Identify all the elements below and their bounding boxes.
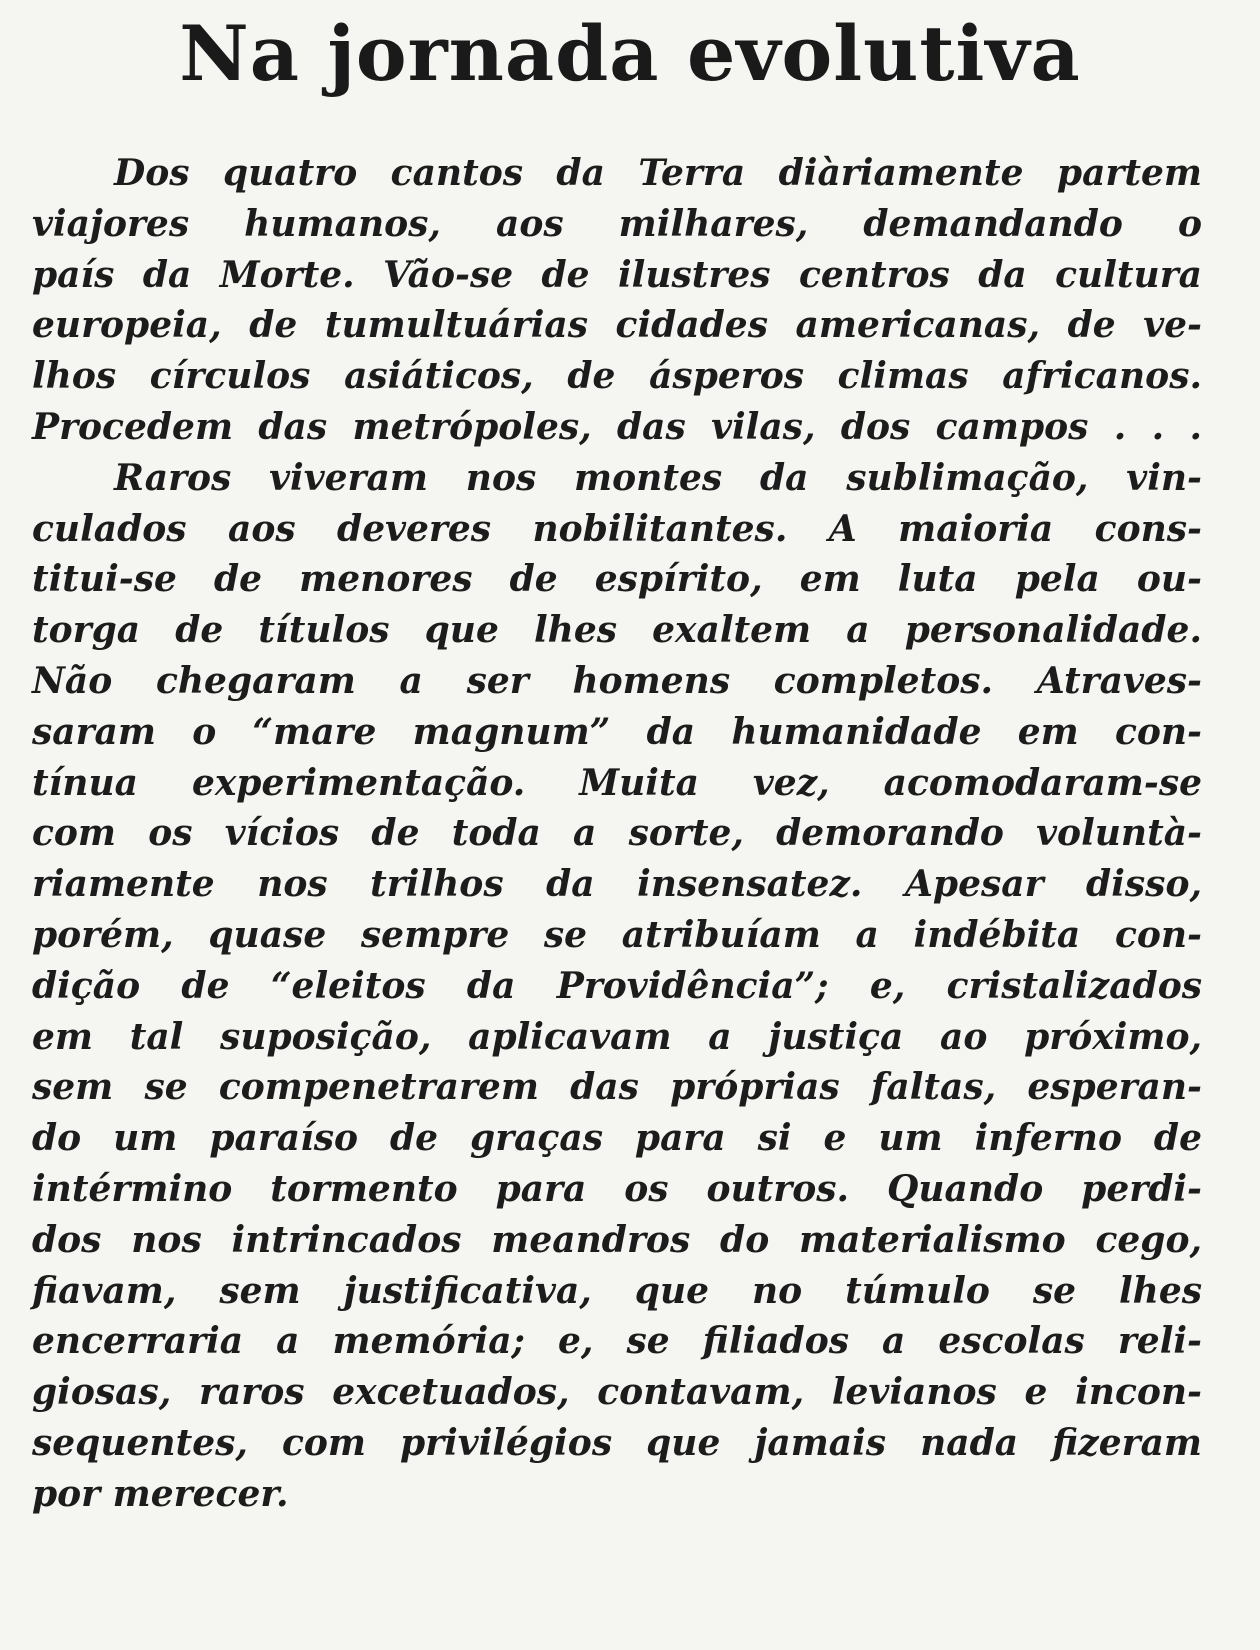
text-line: fiavam, sem justificativa, que no túmulo se lhes <box>32 1269 1202 1312</box>
text-line: torga de títulos que lhes exaltem a personalidade. <box>32 609 1202 652</box>
text-line: Raros viveram nos montes da sublimação, vin- <box>114 456 1202 499</box>
text-line: europeia, de tumultuárias cidades americanas, de ve- <box>32 304 1202 347</box>
text-line: culados aos deveres nobilitantes. A maioria cons- <box>32 507 1202 550</box>
paragraph-2 <box>32 453 1202 1520</box>
text-line: giosas, raros excetuados, contavam, levianos e incon- <box>32 1371 1202 1414</box>
text-line: viajores humanos, aos milhares, demandando o <box>32 202 1202 245</box>
text-line: Não chegaram a ser homens completos. Atraves- <box>32 659 1202 702</box>
text-line: com os vícios de toda a sorte, demorando voluntà- <box>32 812 1202 855</box>
text-line: lhos círculos asiáticos, de ásperos climas africanos. <box>32 355 1202 398</box>
text-line: Dos quatro cantos da Terra diàriamente partem <box>114 152 1202 194</box>
text-line: dos nos intrincados meandros do materialismo cego, <box>32 1218 1202 1261</box>
page-title: Na jornada evolutiva <box>179 9 1081 98</box>
text-line: Procedem das metrópoles, das vilas, dos campos . . . <box>32 405 1202 448</box>
text-line: riamente nos trilhos da insensatez. Apesar disso, <box>32 863 1202 906</box>
text-line: intérmino tormento para os outros. Quando perdi- <box>32 1167 1202 1210</box>
text-line: porém, quase sempre se atribuíam a indébita con- <box>32 913 1202 956</box>
text-line: sem se compenetrarem das próprias faltas, esperan- <box>32 1066 1202 1109</box>
text-line: encerraria a memória; e, se filiados a escolas reli- <box>32 1320 1202 1363</box>
text-line: saram o “mare magnum” da humanidade em con- <box>32 710 1202 753</box>
text-line: do um paraíso de graças para si e um inferno de <box>32 1117 1202 1160</box>
text-line: por merecer. <box>32 1472 289 1515</box>
text-line: titui-se de menores de espírito, em luta pela ou- <box>32 558 1202 601</box>
text-line: tínua experimentação. Muita vez, acomodaram-se <box>32 761 1202 804</box>
text-line: país da Morte. Vão-se de ilustres centros da cultura <box>32 253 1202 296</box>
article-body <box>32 148 1202 1520</box>
text-line: dição de “eleitos da Providência”; e, cristalizados <box>32 964 1202 1007</box>
paragraph-1 <box>32 148 1202 453</box>
text-line: sequentes, com privilégios que jamais nada fizeram <box>32 1421 1202 1464</box>
text-line: em tal suposição, aplicavam a justiça ao próximo, <box>32 1015 1202 1058</box>
